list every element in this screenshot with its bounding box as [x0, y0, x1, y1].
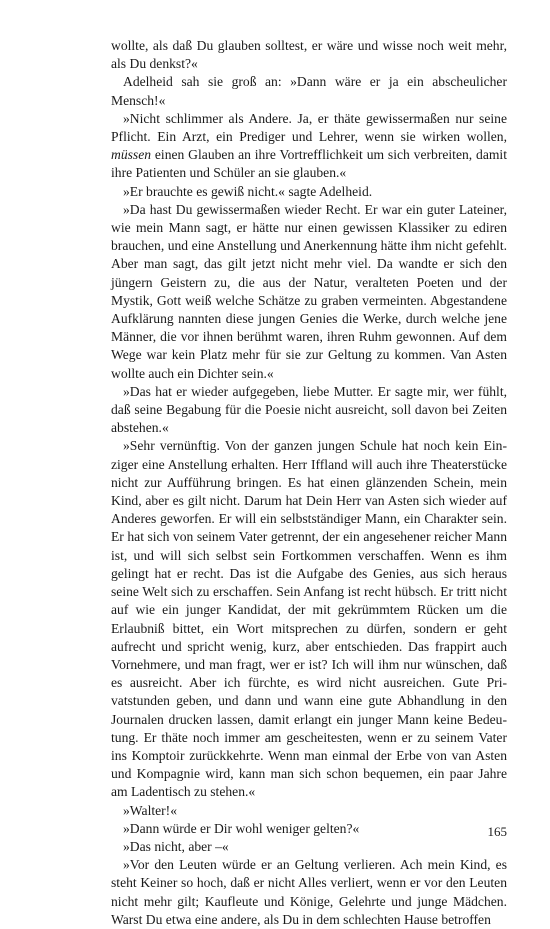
paragraph-weniger-gelten: »Dann würde er Dir wohl weniger gelten?«: [123, 820, 360, 836]
book-page-text: [111, 37, 507, 929]
paragraph-continuation: wollte, als daß Du glauben solltest, er wäre und wisse noch weit mehr, als Du denkst?«: [111, 38, 507, 72]
paragraph-aufgegeben: »Das hat er wieder aufgegeben, liebe Mutter. Er sagte mir, wer fühlt, daß seine Begabung für die Poesie nicht ausreicht, soll davon bei Zeiten abstehen.«: [111, 383, 507, 436]
paragraph-pflicht: [111, 110, 507, 183]
paragraph-text: »Nicht schlimmer als Andere. Ja, er thäte gewissermaßen nur seine Pflicht. Ein Arzt, ein Prediger und Lehrer, wenn sie wirken wollen,: [111, 110, 507, 145]
paragraph-text: einen Glauben an ihre Vortrefflichkeit um sich verbreiten, damit ihre Patienten und Schüler an sie glauben.«: [111, 147, 507, 181]
page-number: 165: [487, 824, 507, 839]
paragraph-adelheid-reply: Adelheid sah sie groß an: »Dann wäre er ja ein abscheulicher Mensch!«: [111, 74, 507, 108]
emphasized-word: müssen: [111, 147, 152, 163]
paragraph-walter: »Walter!«: [123, 802, 178, 818]
paragraph-lateiner: »Da hast Du gewissermaßen wieder Recht. Er war ein guter Lateiner, wie mein Mann sagt, er hätte nur einen gewissen Klassiker zu ediren brauchen, und eine Anstellung und Anerkennung hätte ihm nicht gefehlt. Aber man sagt, das gilt jetzt nicht mehr viel. Da wandte er sich den jüngern Geistern zu, die aus der Natur, veralteten Poeten und der Mystik, Gott weiß welche Schätze zu graben vermeinten. Abgestandene Aufklärung nannten diese jungen Genies die Werke, durch welche jene Männer, die vor ihnen berühmt waren, ihren Ruhm gewonnen. Auf dem Wege war kein Platz mehr für sie zur Geltung zu kommen. Van Asten wollte auch ein Dichter sein.«: [111, 201, 507, 381]
paragraph-brauchte: »Er brauchte es gewiß nicht.« sagte Adelheid.: [123, 183, 373, 199]
paragraph-geltung-verlieren: »Vor den Leuten würde er an Geltung verlieren. Ach mein Kind, es steht Keiner so hoch, daß er nicht Alles verliert, wenn er vor den Leuten nicht mehr gilt; Kaufleute und Könige, Gelehrte und junge Mädchen. Warst Du etwa eine andere, als Du in dem schlechten Hause betroffen: [111, 857, 507, 927]
paragraph-vernuenftig: »Sehr vernünftig. Von der ganzen jungen Schule hat noch kein Einziger eine Anstellung erhalten. Herr Iffland will auch ihre Theaterstücke nicht zur Aufführung bringen. Es hat einen glänzenden Schein, mein Kind, aber es gilt nicht. Darum hat Dein Herr van Asten sich wieder auf Anderes geworfen. Er will ein selbstständiger Mann, ein Charakter sein. Er hat sich von seinem Vater getrennt, der ein angesehener reicher Mann ist, und will sich selbst sein Fortkommen verschaffen. Wenn es ihm gelingt hat er recht. Das ist die Aufgabe des Genies, aus sich heraus seine Welt sich zu erschaffen. Sein Anfang ist recht hübsch. Er tritt nicht auf wie ein junger Kandidat, der mit gekrümmtem Rücken um die Erlaubniß bittet, ein Wort mitsprechen zu dürfen, sondern er geht aufrecht und spricht wenig, kurz, aber entschieden. Das frappirt auch Vornehmere, und man fragt, wer er ist? Ich will ihm nur wünschen, daß es ausreicht. Aber ich fürchte, es wird nicht ausreichen. Gute Privatstunden geben, und dann und wann eine gute Abhandlung in den Journalen drucken lassen, damit erlangt ein junger Mann keine Bedeutung. Er thäte noch immer am gescheitesten, wenn er zu seinem Vater ins Komptoir zurückkehrte. Wenn man einmal der Erbe von van Asten und Kompagnie wird, kann man sich schon bequemen, ein paar Jahre am Ladentisch zu stehen.«: [111, 438, 507, 800]
paragraph-das-nicht: »Das nicht, aber –«: [123, 838, 229, 854]
